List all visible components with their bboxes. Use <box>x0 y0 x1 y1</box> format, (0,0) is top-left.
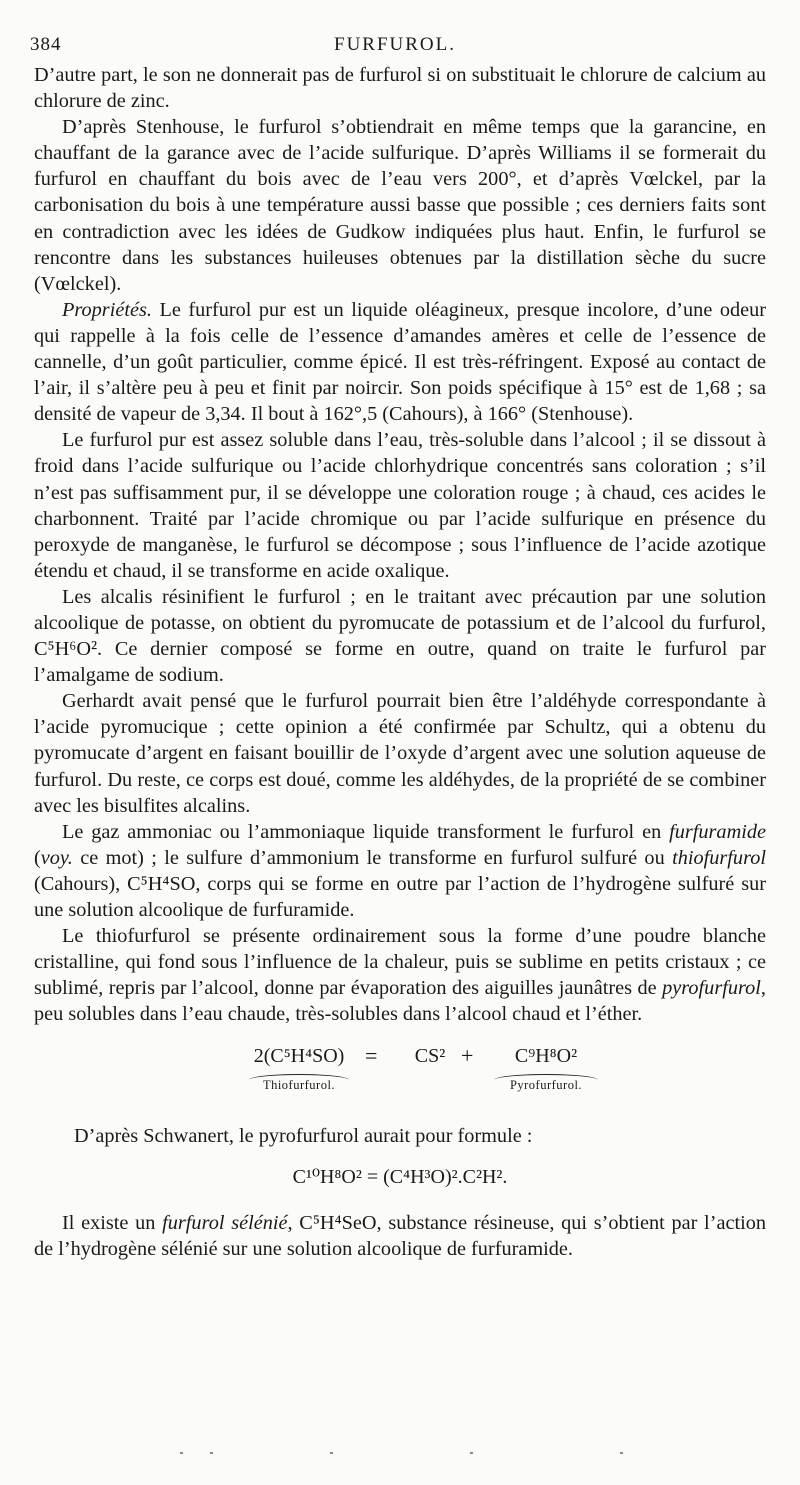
text-run: Le gaz ammoniac ou l’ammoniaque liquide transforment le furfurol en <box>62 820 670 843</box>
equation-equals: = <box>365 1043 378 1069</box>
page-header <box>30 34 760 60</box>
speck <box>470 1452 473 1454</box>
equation-middle: CS² <box>414 1045 446 1068</box>
formula-pyrofurfurol: C¹⁰H⁸O² = (C⁴H³O)².C²H². <box>292 1165 508 1188</box>
print-specks-decoration <box>180 1452 640 1456</box>
speck <box>180 1452 183 1454</box>
page-number: 384 <box>30 34 62 55</box>
equation-plus: + <box>461 1043 474 1069</box>
paragraph-son: D’autre part, le son ne donnerait pas de furfurol si on substituait le chlorure de calcium au chlorure de zinc. <box>34 64 766 113</box>
text-run: , peu solubles dans l’eau chaude, très-solubles dans l’alcool chaud et l’éther. <box>34 977 766 1026</box>
text-run: , C⁵H⁴SeO, substance résineuse, qui s’obtient par l’action de l’hydrogène sélénié sur une solution alcoolique de furfuramide. <box>34 1211 767 1260</box>
section-label-proprietes: Propriétés. <box>62 298 152 321</box>
speck <box>210 1452 213 1454</box>
paragraph-stenhouse: D’après Stenhouse, le furfurol s’obtiendrait en même temps que la garancine, en chauffant de la garance avec de l’acide sulfurique. D’après Williams il se formerait du furfurol en chauffant du bois avec de l’eau vers 200°, et d’après Vœlckel, par la carbonisation du bois à une température aussi basse que possible ; ces derniers faits sont en contradiction avec les idées de Gudkow indiquées plus haut. Enfin, le furfurol se rencontre dans les substances huileuses obtenues par la distillation sèche du sucre (Vœlckel). <box>34 116 766 295</box>
equation-right: C⁹H⁸O² <box>514 1045 578 1068</box>
term-voy: voy. <box>40 846 73 869</box>
equation-term-pyrofurfurol <box>494 1043 598 1091</box>
paragraph-solubility: Le furfurol pur est assez soluble dans l’eau, très-soluble dans l’alcool ; il se dissout à froid dans l’acide sulfurique ou l’acide chlorhydrique concentrés sans coloration ; s’il n’est pas suffisamment pur, il se développe une coloration rouge ; à chaud, ces acides le charbonnent. Traité par l’acide chromique ou par l’acide sulfurique en présence du peroxyde de manganèse, le furfurol se décompose ; sous l’influence de l’acide azotique étendu et chaud, il se transforme en acide oxalique. <box>34 429 766 582</box>
paragraph-thiofurfurol <box>34 923 766 1027</box>
speck <box>620 1452 623 1454</box>
term-pyrofurfurol: pyrofurfurol <box>662 977 761 1000</box>
text-run: ( <box>34 846 41 869</box>
term-furfuramide: furfuramide <box>669 820 766 843</box>
reaction-equation <box>34 1043 766 1107</box>
running-title: FURFUROL. <box>334 34 456 55</box>
paragraph-alcalis: Les alcalis résinifient le furfurol ; en le traitant avec précaution par une solution alcoolique de potasse, on obtient du pyromucate de potassium et de l’alcool du furfurol, C⁵H⁶O². Ce dernier composé se forme en outre, quand on traite le furfurol par l’amalgame de sodium. <box>34 585 766 687</box>
equation-label-pyrofurfurol: Pyrofurfurol. <box>494 1074 598 1092</box>
text-run: (Cahours), C⁵H⁴SO, corps qui se forme en outre par l’action de l’hydrogène sulfuré sur une solution alcoolique de furfuramide. <box>34 872 766 921</box>
paragraph-proprietes-text: Le furfurol pur est un liquide oléagineux, presque incolore, d’une odeur qui rappelle à la fois celle de l’essence d’amandes amères et celle de l’essence de cannelle, d’un goût particulier, comme épicé. Il est très-réfringent. Exposé au contact de l’air, il s’altère peu à peu et finit par noircir. Son poids spécifique à 15° est de 1,68 ; sa densité de vapeur de 3,34. Il bout à 162°,5 (Cahours), à 166° (Stenhouse). <box>34 298 766 426</box>
page-body <box>34 62 766 1262</box>
paragraph-proprietes <box>34 297 766 427</box>
text-run: Le thiofurfurol se présente ordinairement sous la forme d’une poudre blanche cristalline, qui fond sous l’influence de la chaleur, puis se sublime en petits cristaux ; ce sublimé, repris par l’alcool, donne par évaporation des aiguilles jaunâtres de <box>34 925 766 1000</box>
paragraph-ammoniac <box>34 819 766 923</box>
term-furfurol-selenie: furfurol sélénié <box>162 1211 288 1234</box>
text-run: ce mot) ; le sulfure d’ammonium le transforme en furfurol sulfuré ou <box>72 846 673 869</box>
equation-term-thiofurfurol <box>249 1043 349 1091</box>
paragraph-selenie <box>34 1210 766 1262</box>
equation-left: 2(C⁵H⁴SO) <box>253 1045 345 1068</box>
speck <box>330 1452 333 1454</box>
text-run: Il existe un <box>62 1211 163 1234</box>
paragraph-gerhardt: Gerhardt avait pensé que le furfurol pourrait bien être l’aldéhyde correspondante à l’acide pyromucique ; cette opinion a été confirmée par Schultz, qui a obtenu du pyromucate d’argent en faisant bouillir de l’oxyde d’argent avec une solution aqueuse de furfurol. Du reste, ce corps est doué, comme les aldéhydes, de la propriété de se combiner avec les bisulfites alcalins. <box>34 690 766 817</box>
term-thiofurfurol: thiofurfurol <box>672 846 766 869</box>
equation-label-thiofurfurol: Thiofurfurol. <box>249 1074 349 1092</box>
paragraph-schwanert: D’après Schwanert, le pyrofurfurol aurait pour formule : <box>74 1125 533 1148</box>
